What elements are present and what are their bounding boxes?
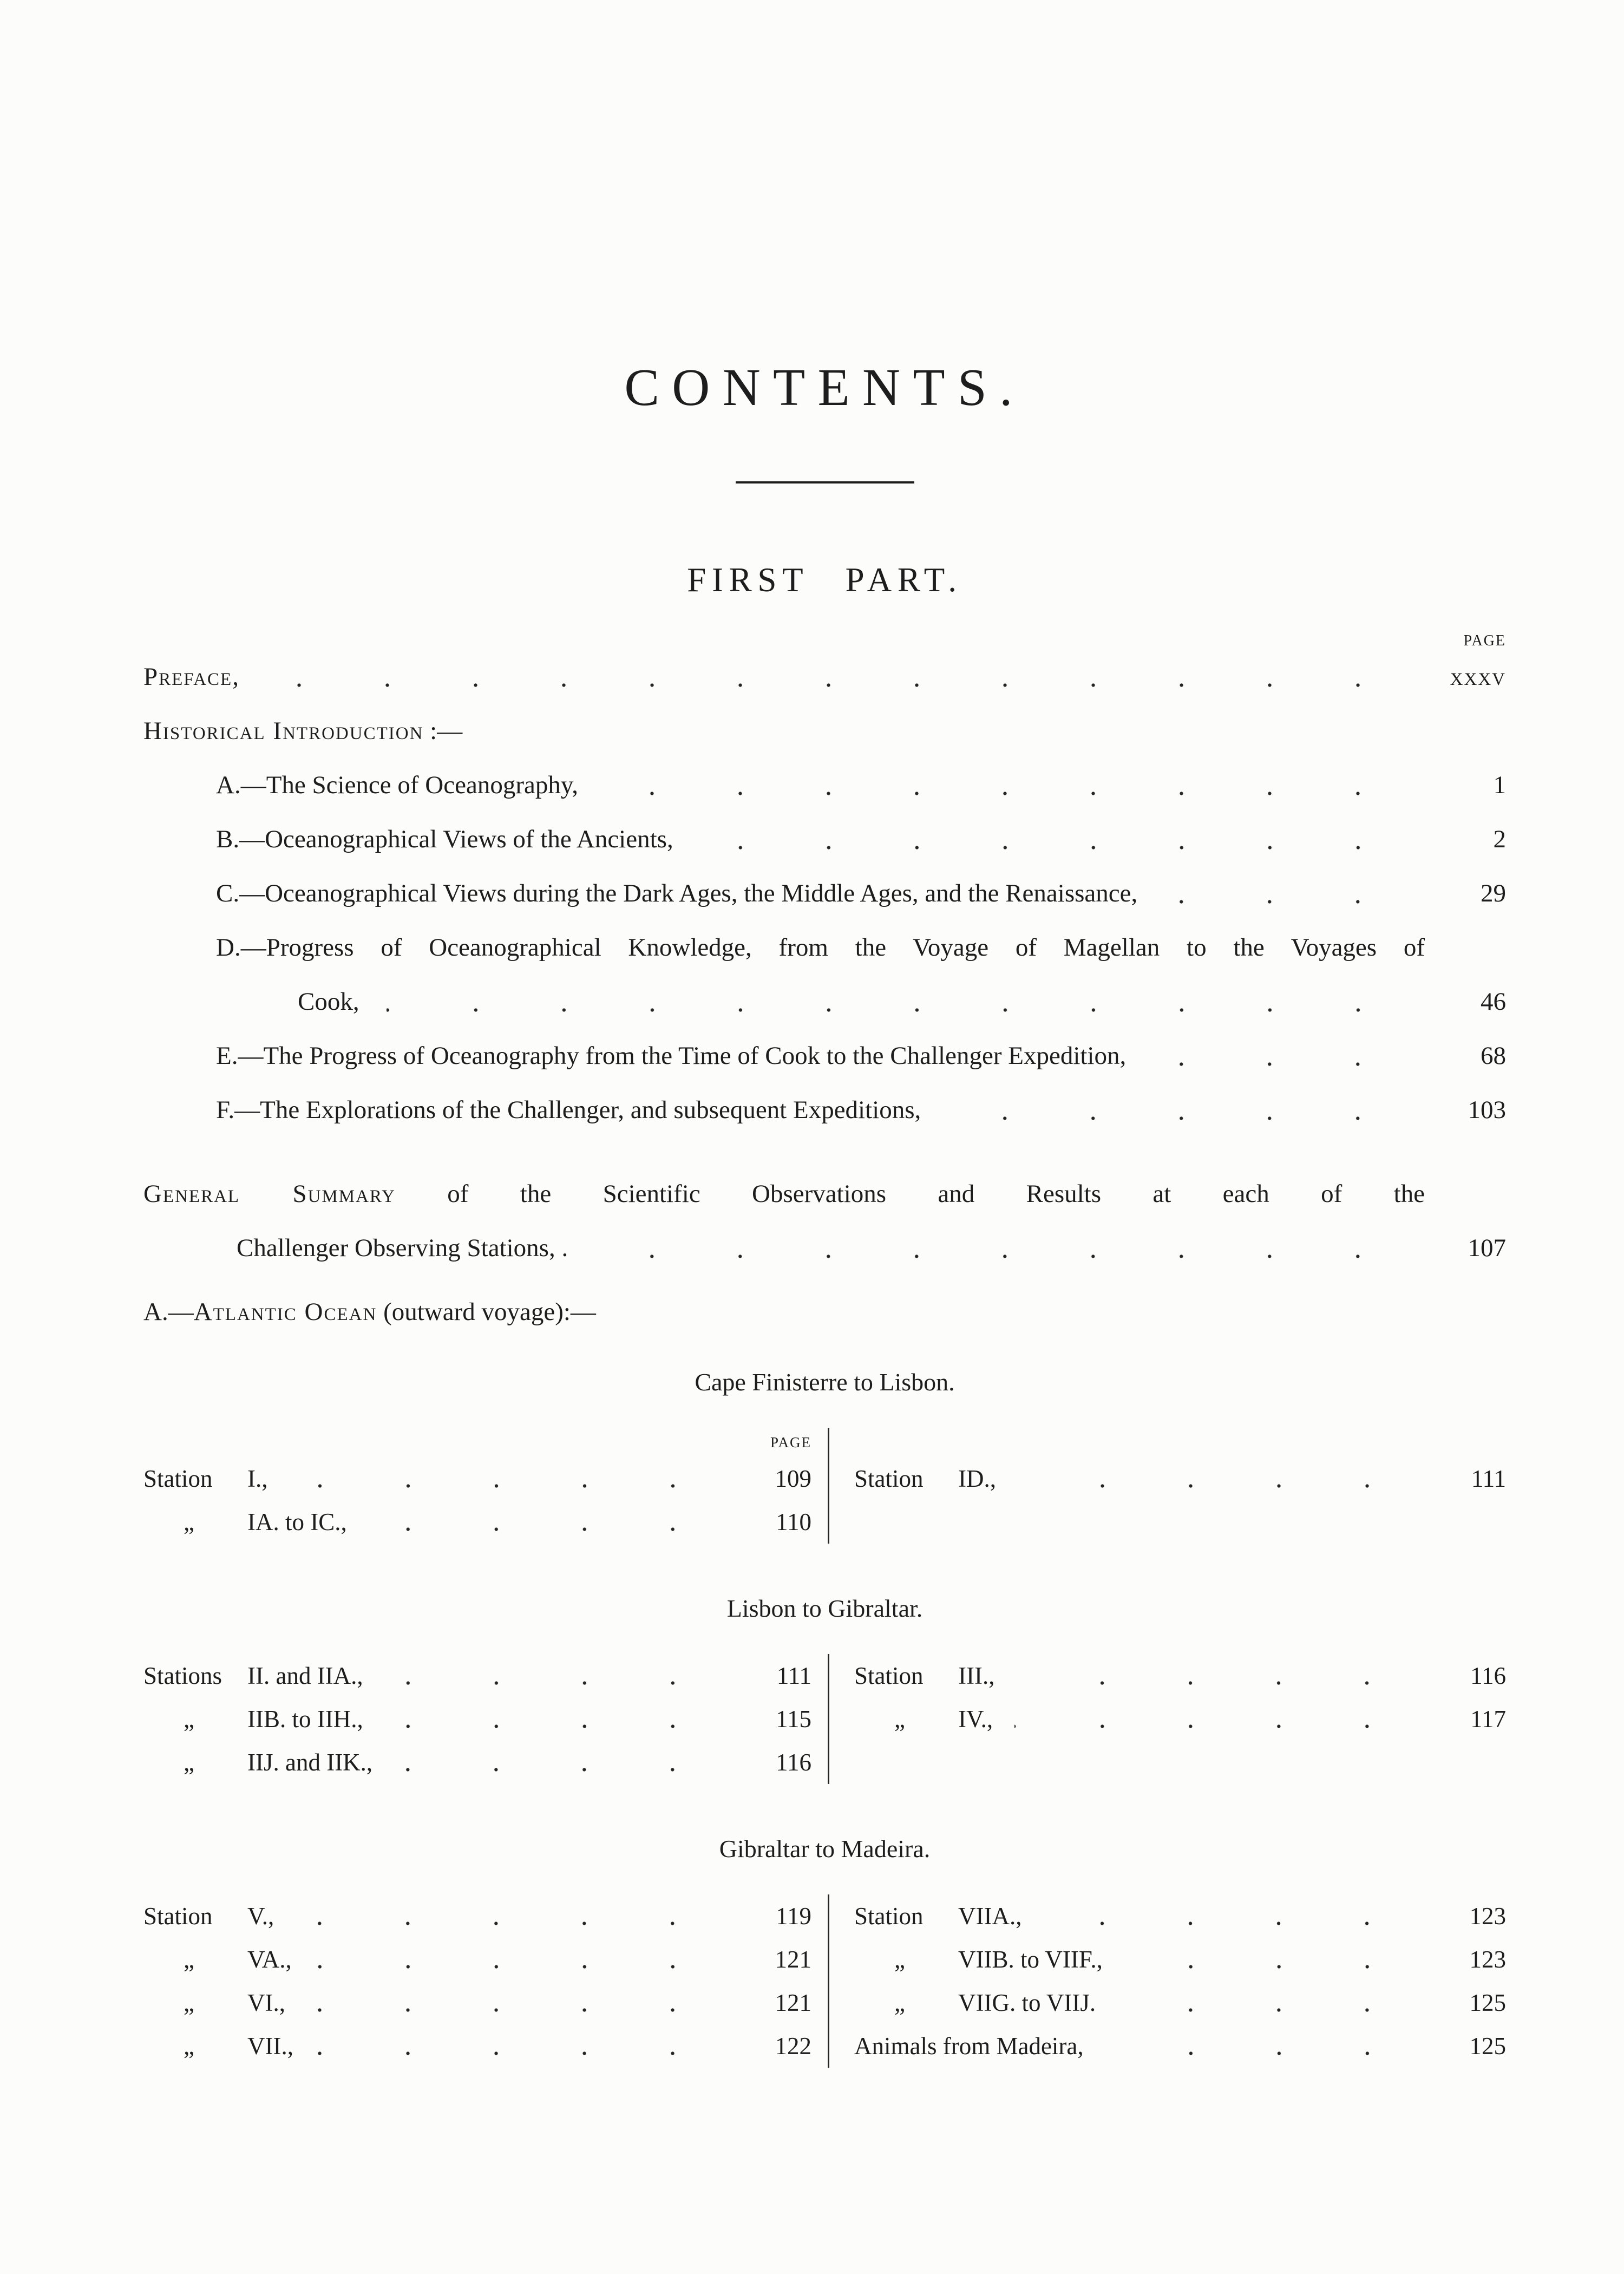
toc-entry: [143, 758, 1506, 812]
heading-suffix: (outward voyage):—: [377, 1298, 596, 1326]
station-name: V.,: [247, 1903, 274, 1930]
dot-leader: [363, 1697, 736, 1741]
dot-leader: [1084, 2024, 1430, 2068]
historical-introduction-heading: [143, 704, 1506, 758]
station-section: [143, 1832, 1506, 2068]
page-column-label: PAGE: [770, 1434, 811, 1450]
dot-leader: [921, 1083, 1425, 1137]
part-heading: FIRST PART.: [687, 561, 962, 599]
page-number: 115: [776, 1706, 811, 1733]
station-row: [854, 2024, 1506, 2068]
dot-leader: [993, 1697, 1430, 1741]
ditto-mark: „: [184, 1508, 194, 1535]
dot-leader: [1103, 1938, 1430, 1981]
page-number: 111: [1471, 1465, 1506, 1492]
dot-leader: [347, 1500, 736, 1544]
station-row: [854, 1697, 1506, 1741]
station-prefix: Stations: [143, 1662, 222, 1689]
entry-label: B.—Oceanographical Views of the Ancients,: [216, 825, 673, 853]
station-name: III.,: [958, 1662, 995, 1689]
ditto-mark: „: [184, 1946, 194, 1973]
page-number: 109: [775, 1465, 811, 1492]
page-number: 107: [1468, 1234, 1506, 1262]
station-column-left: [143, 1894, 828, 2068]
station-row: [854, 1981, 1506, 2024]
page-number: 123: [1469, 1903, 1506, 1930]
toc-entry: [143, 866, 1506, 920]
toc-entry: [143, 1083, 1506, 1137]
station-prefix: Station: [143, 1465, 213, 1492]
entry-text: of the Scientific Observations and Results at each of the: [395, 1180, 1425, 1208]
toc-entry-preface: [143, 650, 1506, 704]
station-name: VIIG. to VIIJ.: [958, 1989, 1096, 2016]
entry-line-2: [143, 1221, 1506, 1275]
dot-leader: [240, 650, 1425, 704]
ditto-mark: „: [184, 2033, 194, 2060]
dot-leader: [1021, 1894, 1430, 1938]
entry-label: Challenger Observing Stations, .: [237, 1234, 568, 1262]
station-table: [143, 1894, 1506, 2068]
station-row: [143, 1457, 811, 1500]
station-name: II. and IIA.,: [247, 1662, 363, 1689]
station-table: [143, 1428, 1506, 1544]
heading-text: Atlantic Ocean: [193, 1298, 377, 1326]
station-name: VIIB. to VIIF.,: [958, 1946, 1103, 1973]
station-row: [143, 1894, 811, 1938]
dot-leader: [578, 758, 1425, 812]
ditto-mark: „: [184, 1989, 194, 2016]
station-name: IIB. to IIH.,: [247, 1706, 363, 1733]
station-name: VI.,: [247, 1989, 285, 2016]
entry-label: Cook,: [298, 988, 359, 1016]
heading-prefix: A.—: [143, 1298, 194, 1326]
station-table: [143, 1654, 1506, 1784]
station-name: Animals from Madeira,: [854, 2033, 1084, 2060]
heading-suffix: :—: [423, 717, 463, 745]
station-name: IA. to IC.,: [247, 1508, 347, 1535]
station-name: VA.,: [247, 1946, 292, 1973]
page-number: 46: [1481, 988, 1506, 1016]
page-column-label: PAGE: [1463, 632, 1506, 649]
page-number: 116: [776, 1749, 811, 1776]
ditto-mark: „: [184, 1749, 194, 1776]
page-number: 1: [1493, 771, 1506, 799]
page-number: 103: [1468, 1096, 1506, 1124]
ditto-mark: „: [184, 1706, 194, 1733]
ditto-mark: „: [894, 1989, 905, 2016]
station-row: [854, 1938, 1506, 1981]
entry-label: E.—The Progress of Oceanography from the Time of Cook to the Challenger Expedition,: [216, 1042, 1127, 1070]
page-number: 2: [1493, 825, 1506, 853]
dot-leader: [372, 1741, 736, 1784]
page-number: 121: [775, 1946, 811, 1973]
station-row: [143, 1741, 811, 1784]
toc-entry: [143, 812, 1506, 866]
entry-label: A.—The Science of Oceanography,: [216, 771, 579, 799]
toc-entry-continuation: [143, 975, 1506, 1029]
page-number: 119: [776, 1903, 811, 1930]
dot-leader: [359, 975, 1425, 1029]
ditto-mark: „: [894, 1946, 905, 1973]
dot-leader: [1096, 1981, 1430, 2024]
entry-label: Preface,: [143, 663, 240, 691]
page-number: 122: [775, 2033, 811, 2060]
station-column-right: [828, 1654, 1506, 1784]
page-number: 29: [1481, 879, 1506, 907]
dot-leader: [293, 2024, 736, 2068]
dot-leader: [996, 1457, 1430, 1500]
station-section: [143, 1365, 1506, 1544]
station-row: [143, 1697, 811, 1741]
section-heading: Lisbon to Gibraltar.: [726, 1595, 923, 1622]
entry-label: F.—The Explorations of the Challenger, and subsequent Expeditions,: [216, 1096, 921, 1124]
toc-entry-wrapped-line: D.—Progress of Oceanographical Knowledge, from the Voyage of Magellan to the Voyages of: [216, 933, 1425, 962]
station-name: VIIA.,: [958, 1903, 1022, 1930]
dot-leader: [994, 1654, 1430, 1697]
heading-text: Historical Introduction: [143, 717, 424, 745]
station-row: [143, 1938, 811, 1981]
general-summary-entry: [143, 1167, 1506, 1275]
page-number: 121: [775, 1989, 811, 2016]
dot-leader: [673, 812, 1425, 866]
station-row: [143, 1500, 811, 1544]
station-prefix: Station: [143, 1903, 213, 1930]
historical-items: [143, 758, 1506, 1137]
station-row: [143, 1981, 811, 2024]
front-matter: [143, 650, 1506, 1339]
station-prefix: Station: [854, 1903, 924, 1930]
station-column-left: [143, 1654, 828, 1784]
toc-entry: [143, 1029, 1506, 1083]
page-number: 110: [776, 1508, 811, 1535]
station-prefix: Station: [854, 1662, 924, 1689]
station-row: [854, 1457, 1506, 1500]
station-name: VII.,: [247, 2033, 293, 2060]
station-row: [143, 1654, 811, 1697]
page-number: 117: [1470, 1706, 1506, 1733]
section-heading: Cape Finisterre to Lisbon.: [695, 1368, 955, 1396]
page-number: 68: [1481, 1042, 1506, 1070]
entry-label: C.—Oceanographical Views during the Dark Ages, the Middle Ages, and the Renaissance,: [216, 879, 1138, 907]
page-number: 116: [1470, 1662, 1506, 1689]
page-number: 125: [1469, 1989, 1506, 2016]
station-row: [854, 1654, 1506, 1697]
dot-leader: [292, 1938, 736, 1981]
page-number: 111: [776, 1662, 811, 1689]
station-column-right: [828, 1894, 1506, 2068]
atlantic-ocean-heading: [143, 1285, 1506, 1339]
page-title: CONTENTS.: [624, 358, 1025, 416]
page-number: 125: [1469, 2033, 1506, 2060]
page-number: 123: [1469, 1946, 1506, 1973]
dot-leader: [274, 1894, 736, 1938]
dot-leader: [363, 1654, 736, 1697]
station-name: IV.,: [958, 1706, 993, 1733]
dot-leader: [1137, 866, 1425, 920]
station-row: [854, 1894, 1506, 1938]
page-number: xxxv: [1450, 663, 1506, 691]
station-name: ID.,: [958, 1465, 996, 1492]
station-column-right: [828, 1428, 1506, 1544]
station-name: I.,: [247, 1465, 268, 1492]
entry-line-1: [143, 1167, 1506, 1221]
dot-leader: [1126, 1029, 1425, 1083]
dot-leader: [285, 1981, 736, 2024]
station-row: [143, 2024, 811, 2068]
dot-leader: [568, 1221, 1425, 1275]
entry-lead: General Summary: [143, 1180, 396, 1208]
station-prefix: Station: [854, 1465, 924, 1492]
station-column-left: [143, 1428, 828, 1544]
dot-leader: [268, 1457, 736, 1500]
section-heading: Gibraltar to Madeira.: [719, 1835, 931, 1863]
station-section: [143, 1591, 1506, 1784]
title-divider-rule: [736, 481, 914, 483]
ditto-mark: „: [894, 1706, 905, 1733]
station-name: IIJ. and IIK.,: [247, 1749, 373, 1776]
